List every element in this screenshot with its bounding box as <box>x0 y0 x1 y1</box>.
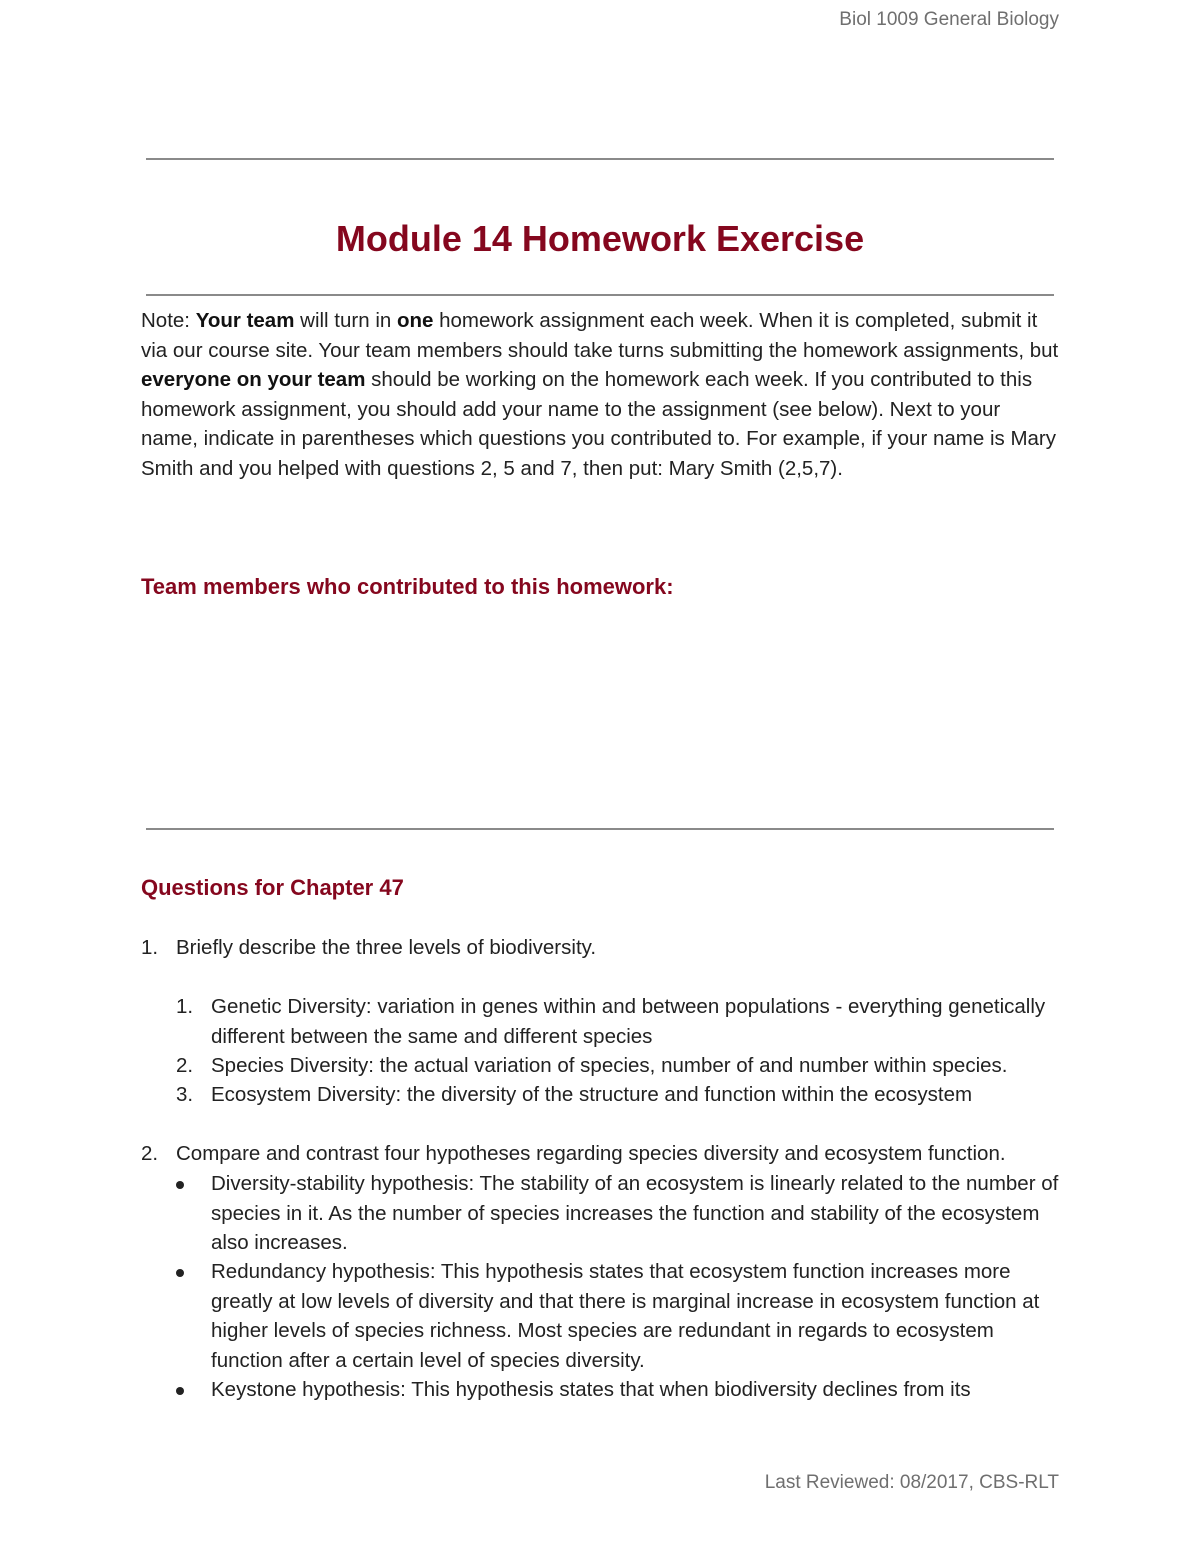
bullet-icon <box>176 1269 184 1277</box>
bullet-icon <box>176 1181 184 1189</box>
question-number: 2. <box>141 1142 159 1165</box>
page-title: Module 14 Homework Exercise <box>335 218 865 259</box>
note-bold-everyone: everyone on your team <box>141 368 366 392</box>
note-text-3: should be working on the homework each week. If you contributed to this homework assignment, you should add your name to the assignment (see below). Next to your name, indicate in parentheses which questions you contributed to. For example, if your name is Mary Smith and you helped with questions 2, 5 and 7, then put: Mary Smith (2,5,7). <box>141 368 1056 480</box>
answer-number: 1. <box>176 995 194 1018</box>
top-divider <box>146 158 1054 160</box>
note-prefix: Note: <box>141 309 196 332</box>
instructions-note <box>141 306 1061 484</box>
section-divider <box>146 828 1054 830</box>
question-2 <box>141 1139 1066 1169</box>
bullet-icon <box>176 1387 184 1395</box>
note-text-1: will turn in <box>294 309 397 332</box>
answer-item <box>176 1257 1066 1375</box>
answer-number: 2. <box>176 1054 194 1077</box>
answer-item <box>176 1080 1066 1110</box>
note-text-2: homework assignment each week. When it is completed, submit it via our course site. Your team members should take turns submitting the homework assignments, but <box>141 309 1059 362</box>
note-bold-one: one <box>396 309 434 332</box>
answer-item <box>176 1375 1066 1405</box>
answer-item <box>176 1169 1066 1258</box>
title-divider <box>146 294 1054 296</box>
question-text: Compare and contrast four hypotheses regarding species diversity and ecosystem function. <box>176 1142 1006 1165</box>
question-1 <box>141 933 1066 963</box>
answer-text: Genetic Diversity: variation in genes within and between populations - everything genetically different between the same and different species <box>211 995 1046 1048</box>
answer-text: Redundancy hypothesis: This hypothesis states that ecosystem function increases more greatly at low levels of diversity and that there is marginal increase in ecosystem function at higher levels of species richness. Most species are redundant in regards to ecosystem function after a certain level of species diversity. <box>211 1260 1040 1372</box>
question-number: 1. <box>141 936 159 959</box>
answer-text: Species Diversity: the actual variation of species, number of and number within species. <box>211 1054 1008 1077</box>
team-members-heading: Team members who contributed to this homework: <box>141 574 674 599</box>
note-bold-your-team: Your team <box>195 309 295 332</box>
page-footer-reviewed: Last Reviewed: 08/2017, CBS-RLT <box>764 1472 1059 1493</box>
answer-item <box>176 992 1066 1051</box>
question-text: Briefly describe the three levels of biodiversity. <box>176 936 597 959</box>
answer-item <box>176 1051 1066 1081</box>
questions-heading: Questions for Chapter 47 <box>141 875 404 900</box>
page-header-course: Biol 1009 General Biology <box>839 9 1059 30</box>
answer-text: Ecosystem Diversity: the diversity of the structure and function within the ecosystem <box>211 1083 973 1106</box>
answer-text: Diversity-stability hypothesis: The stability of an ecosystem is linearly related to the number of species in it. As the number of species increases the function and stability of the ecosystem also increases. <box>211 1172 1059 1255</box>
answer-number: 3. <box>176 1083 194 1106</box>
answer-text: Keystone hypothesis: This hypothesis states that when biodiversity declines from its <box>211 1378 971 1401</box>
